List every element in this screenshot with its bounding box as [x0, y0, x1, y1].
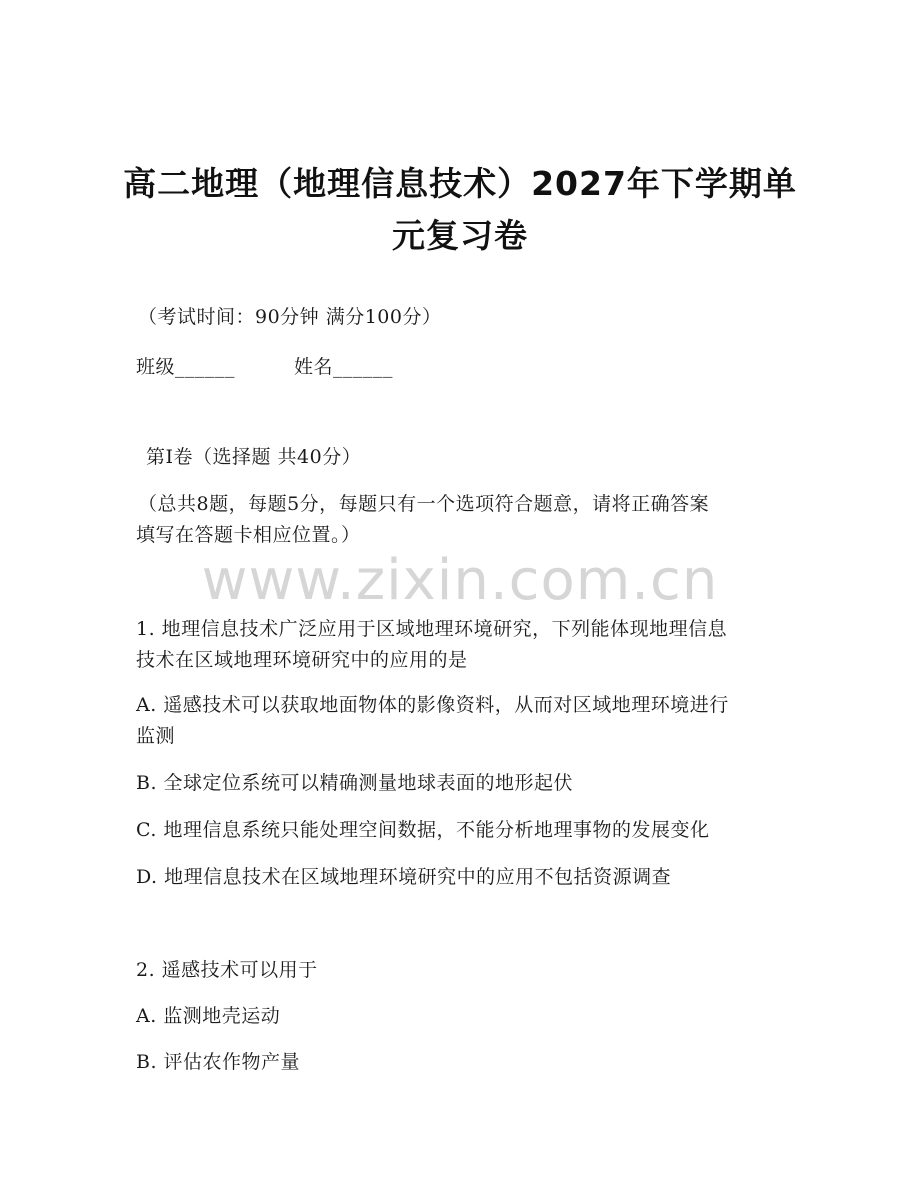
name-field-label: 姓名______	[294, 356, 394, 378]
question-1-stem-line-1: 1. 地理信息技术广泛应用于区域地理环境研究，下列能体现地理信息	[136, 618, 728, 640]
page-title-line-1: 高二地理（地理信息技术）2027年下学期单	[123, 164, 797, 203]
watermark: www.zixin.com.cn	[201, 548, 719, 613]
page-title-line-2: 元复习卷	[392, 216, 528, 255]
class-field-label: 班级______	[136, 356, 236, 378]
question-1-option-a-line-1: A. 遥感技术可以获取地面物体的影像资料，从而对区域地理环境进行	[136, 694, 729, 716]
question-2-stem: 2. 遥感技术可以用于	[136, 959, 318, 981]
exam-info: （考试时间：90分钟 满分100分）	[138, 306, 442, 328]
section-instructions-line-2: 填写在答题卡相应位置。）	[136, 524, 361, 546]
question-2-option-a: A. 监测地壳运动	[136, 1005, 281, 1027]
question-2-option-b: B. 评估农作物产量	[136, 1051, 301, 1073]
question-1-stem-line-2: 技术在区域地理环境研究中的应用的是	[136, 649, 468, 671]
section-instructions-line-1: （总共8题，每题5分，每题只有一个选项符合题意，请将正确答案	[138, 493, 710, 515]
section-heading: 第Ⅰ卷（选择题 共40分）	[146, 446, 362, 468]
question-1-option-c: C. 地理信息系统只能处理空间数据，不能分析地理事物的发展变化	[136, 819, 710, 841]
question-1-option-a-line-2: 监测	[136, 725, 176, 747]
question-1-option-b: B. 全球定位系统可以精确测量地球表面的地形起伏	[136, 772, 574, 794]
question-1-option-d: D. 地理信息技术在区域地理环境研究中的应用不包括资源调查	[136, 866, 672, 888]
